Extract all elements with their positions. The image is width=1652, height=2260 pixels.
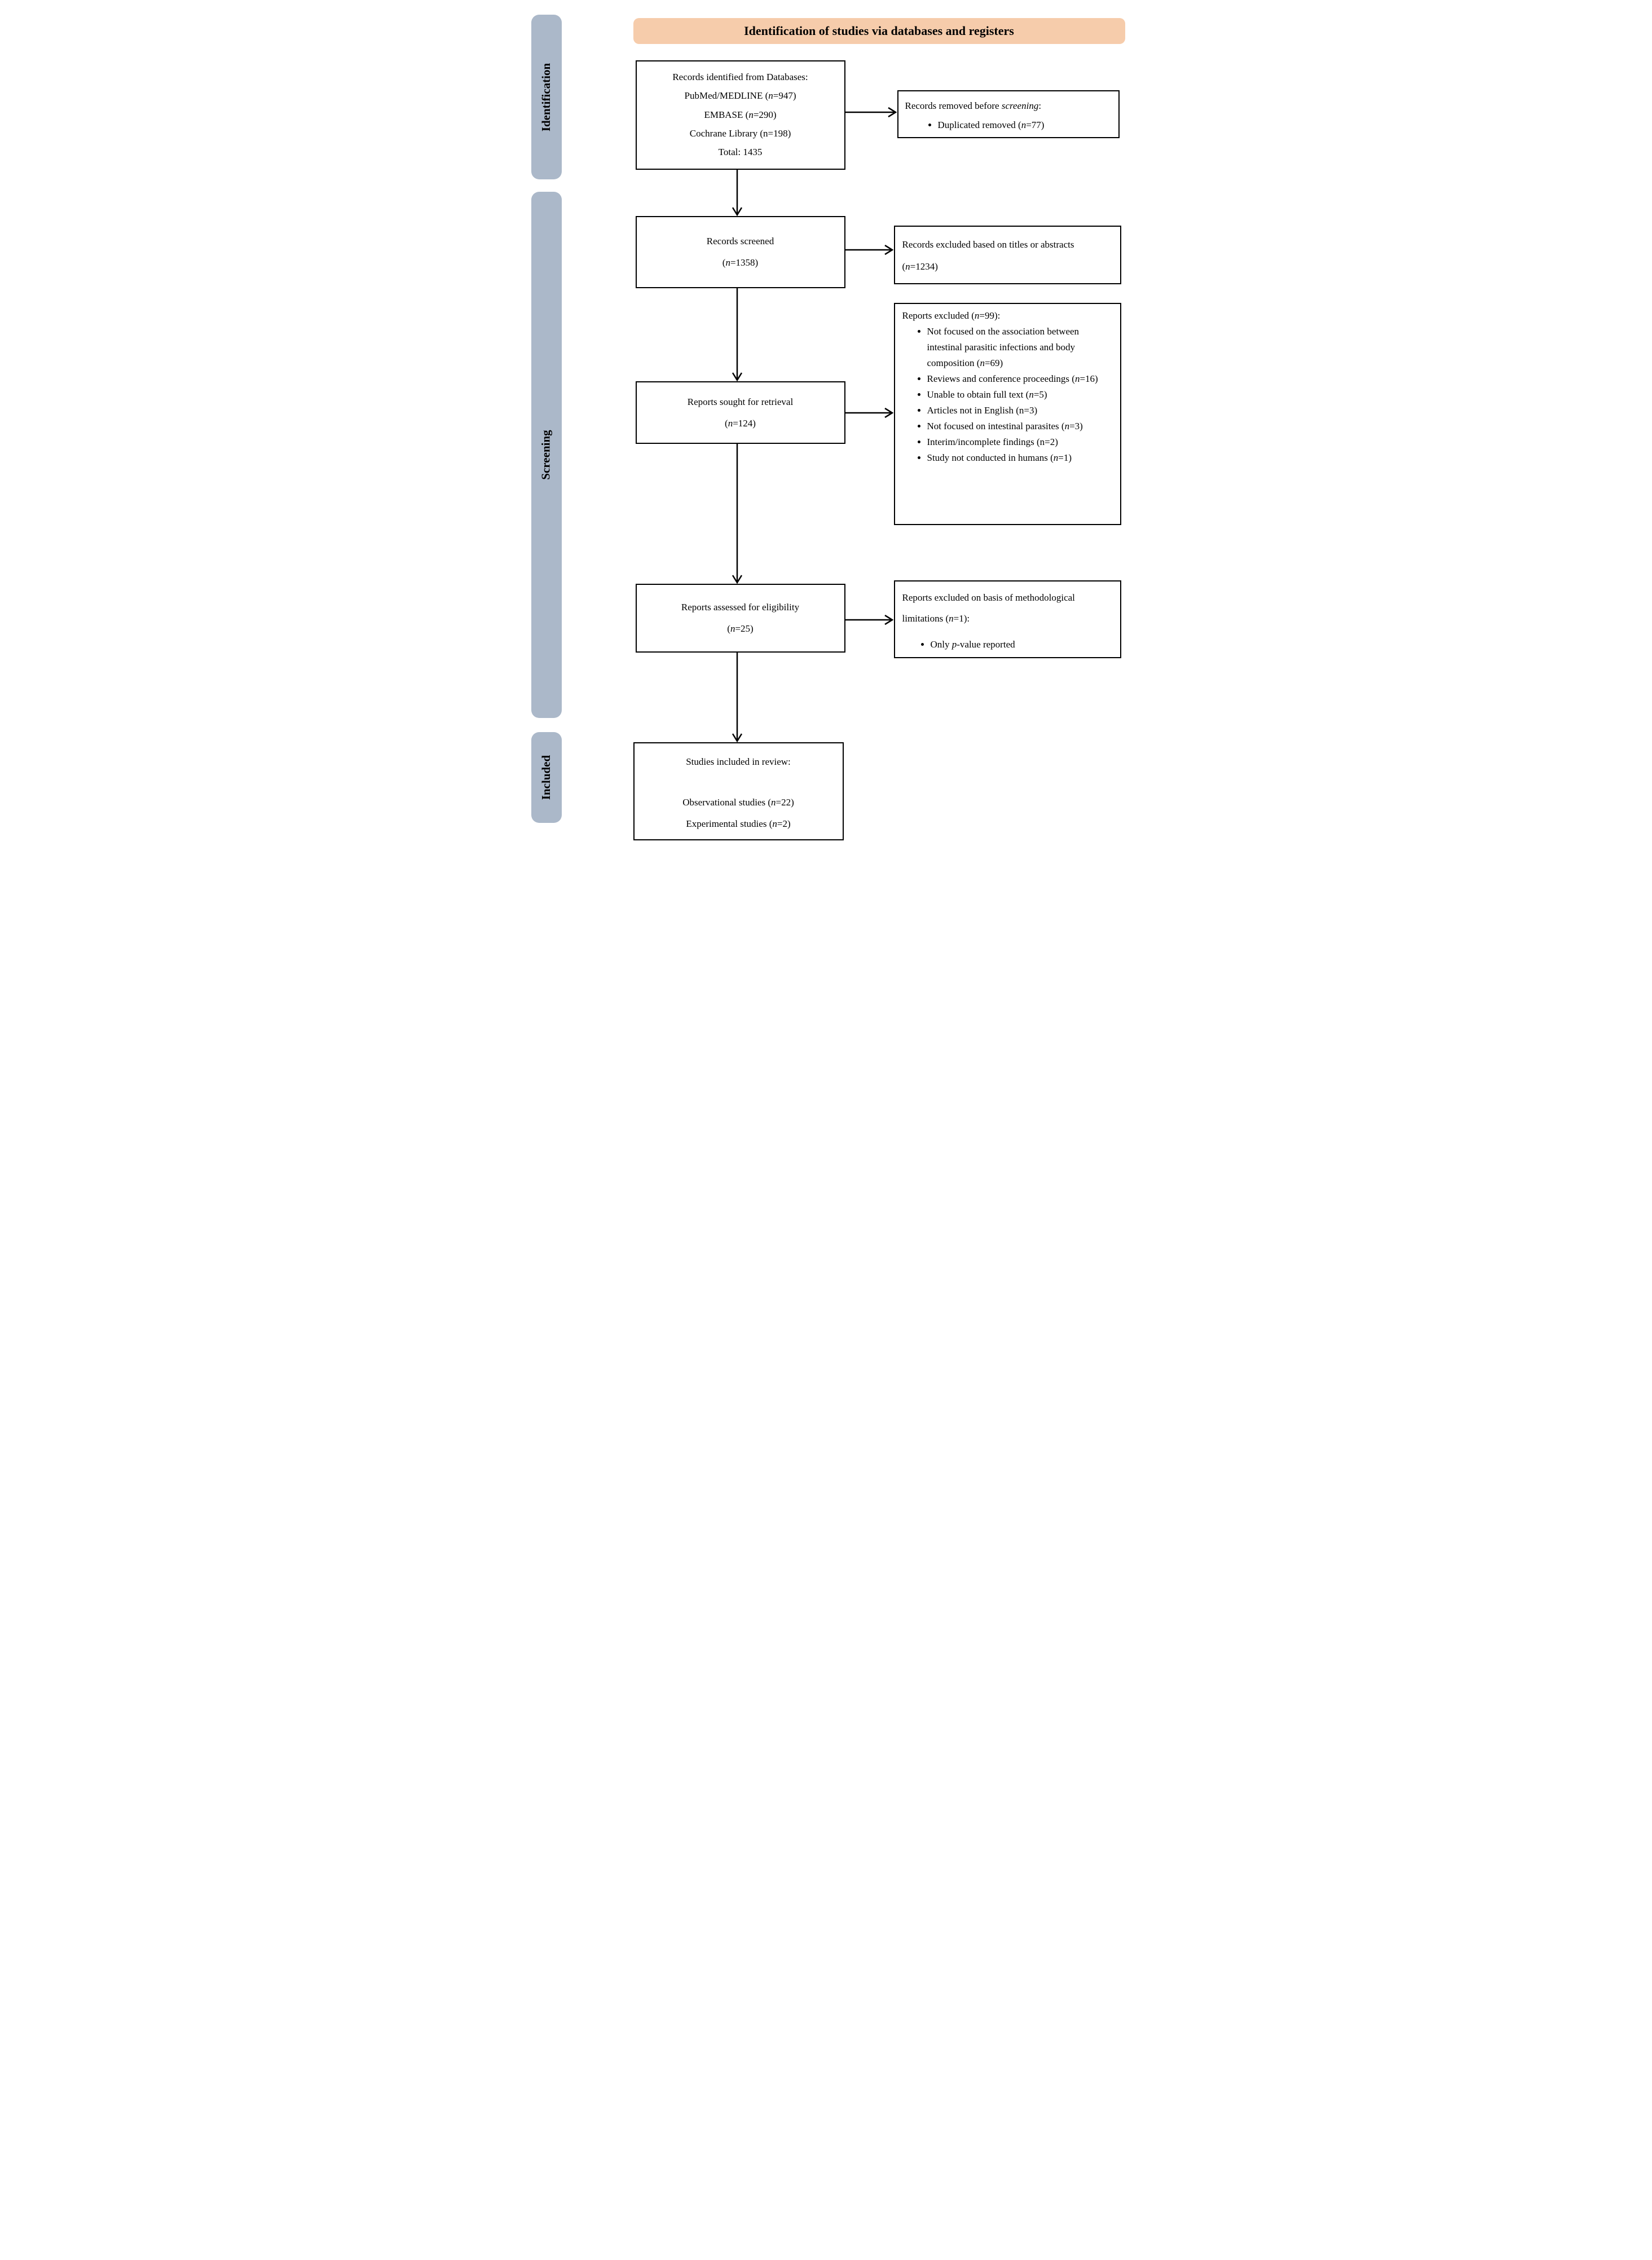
records-excluded-titles-text: Records excluded based on titles or abstracts (n=1234) [902,239,1074,272]
diagram-title: Identification of studies via databases and registers [744,24,1014,38]
box-records-screened [636,216,845,288]
records-screened-count: (n=1358) [722,257,759,268]
studies-included-title: Studies included in review: [686,756,791,767]
reports-excluded-methodological-title: Reports excluded on basis of methodological limitations (n=1): [902,592,1075,624]
studies-included-experimental: Experimental studies (n=2) [686,818,791,829]
records-removed-list [905,116,1112,135]
arrow-identified-to-removed [845,108,896,117]
box-reports-excluded [894,303,1121,525]
list-item: • Not focused on the association between intestinal parasitic infections and body composition (n=69) [927,324,1117,371]
reports-sought-label: Reports sought for retrieval [687,396,794,407]
reports-sought-count: (n=124) [725,417,756,429]
records-identified-total: Total: 1435 [718,147,763,158]
list-item: • Reviews and conference proceedings (n=16) [927,371,1117,387]
list-item: • Articles not in English (n=3) [927,403,1117,418]
stage-identification-label: Identification [539,63,553,131]
stage-included-label: Included [539,755,553,800]
arrow-identified-to-screened [733,170,742,215]
list-item: • Interim/incomplete findings (n=2) [927,434,1117,450]
arrow-assessed-to-included [733,653,742,741]
records-identified-heading: Records identified from Databases: [672,71,808,82]
records-screened-label: Records screened [706,236,774,246]
list-item: • Only p-value reported [931,636,1109,653]
studies-included-observational: Observational studies (n=22) [682,797,794,808]
spacer [638,773,839,792]
reports-excluded-methodological-list [902,636,1109,653]
records-identified-pubmed: PubMed/MEDLINE (n=947) [684,90,796,102]
arrow-assessed-to-excluded-method [845,615,892,624]
box-studies-included [633,742,844,840]
stage-identification [531,15,562,179]
list-item: • Study not conducted in humans (n=1) [927,450,1117,466]
arrow-screened-to-excluded-titles [845,245,892,254]
diagram-title-banner [633,18,1125,44]
list-item: • Not focused on intestinal parasites (n=3) [927,418,1117,434]
list-item: • Unable to obtain full text (n=5) [927,387,1117,403]
box-reports-assessed [636,584,845,653]
box-records-identified [636,60,845,170]
box-records-removed [897,90,1120,138]
records-identified-cochrane: Cochrane Library (n=198) [689,128,791,139]
box-records-excluded-titles [894,226,1121,284]
box-reports-excluded-methodological [894,580,1121,658]
stage-included [531,732,562,823]
box-reports-sought [636,381,845,444]
stage-screening [531,192,562,718]
reports-excluded-title: Reports excluded (n=99): [902,310,1001,321]
records-identified-embase: EMBASE (n=290) [704,109,777,120]
arrow-sought-to-reports-excluded [845,408,892,417]
reports-assessed-count: (n=25) [727,623,754,634]
prisma-flow-diagram [516,0,1136,849]
reports-excluded-list [902,324,1117,466]
arrow-screened-to-sought [733,288,742,380]
list-item: • Duplicated removed (n=77) [938,116,1112,135]
reports-assessed-label: Reports assessed for eligibility [681,602,800,613]
arrow-sought-to-assessed [733,444,742,583]
stage-screening-label: Screening [539,430,553,480]
records-removed-title: Records removed before screening: [905,100,1042,111]
